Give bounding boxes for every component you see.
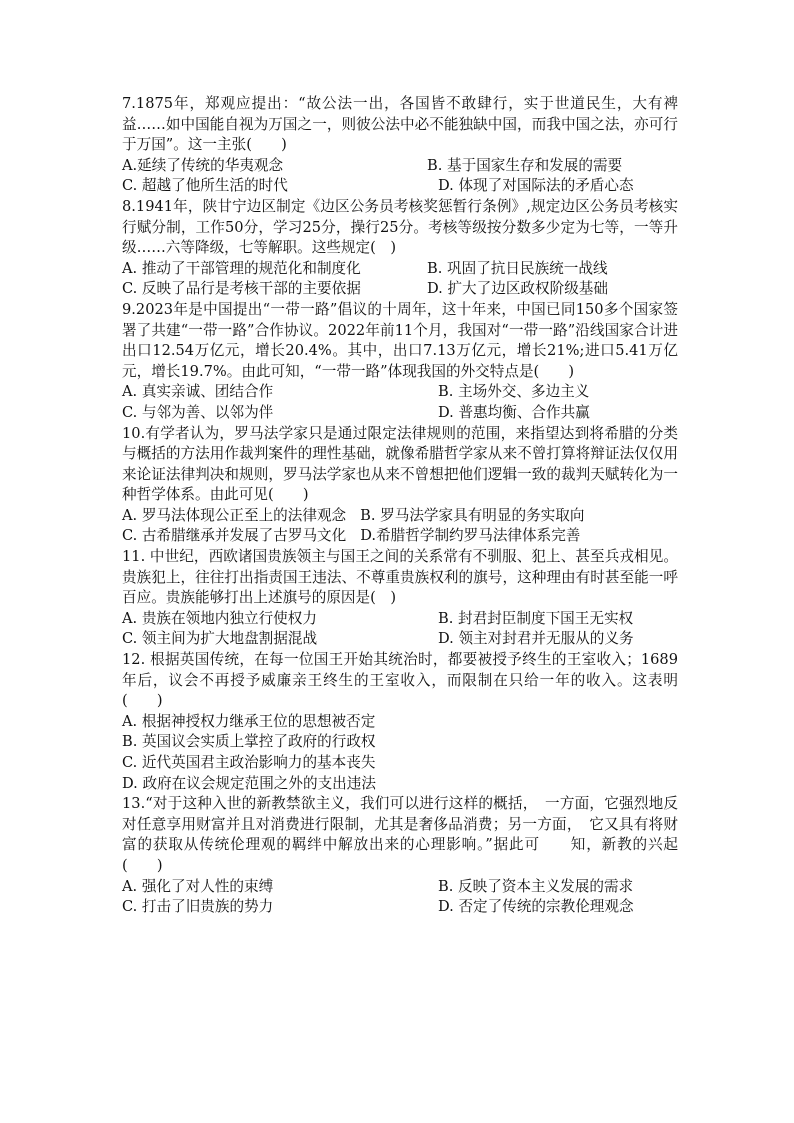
option-row: [122, 403, 678, 424]
option-a[interactable]: A. 贵族在领地内独立行使权力: [122, 609, 317, 627]
option-d[interactable]: D. 领主对封君并无服从的义务: [438, 630, 634, 648]
option-b[interactable]: B. 基于国家生存和发展的需要: [427, 156, 623, 174]
option-row: [122, 506, 678, 527]
option-c[interactable]: C. 打击了旧贵族的势力: [122, 898, 274, 916]
question-stem: 11. 中世纪，西欧诸国贵族领主与国王之间的关系常有不驯服、犯上、甚至兵戎相见。贵族犯上，往往打出指责国王违法、不尊重贵族权利的旗号，这种理由有时甚至能一呼百应。贵族能够打出上述旗号的原因是( ): [122, 548, 678, 607]
question-stem: 12. 根据英国传统，在每一位国王开始其统治时，都要被授予终生的王室收入；1689年后，议会不再授予威廉亲王终生的王室收入，而限制在只给一年的收入。这表明( ): [122, 651, 678, 710]
option-b[interactable]: B. 罗马法学家具有明显的务实取向: [360, 506, 585, 524]
option-a[interactable]: A. 推动了干部管理的规范化和制度化: [122, 259, 361, 277]
option-b[interactable]: B. 反映了资本主义发展的需求: [438, 877, 634, 895]
question-8: [122, 197, 678, 300]
question-7: [122, 94, 678, 197]
question-stem: 7.1875年，郑观应提出：“故公法一出，各国皆不敢肆行，实于世道民生，大有裨益……如中国能自视为万国之一，则彼公法中必不能独缺中国，而我中国之法，亦可行于万国”。这一主张( ): [122, 95, 678, 154]
option-d[interactable]: D.希腊哲学制约罗马法律体系完善: [360, 527, 581, 545]
option-b[interactable]: B. 封君封臣制度下国王无实权: [438, 609, 634, 627]
option-c[interactable]: C. 超越了他所生活的时代: [122, 177, 288, 195]
option-a[interactable]: A. 根据神授权力继承王位的思想被否定: [122, 712, 376, 730]
option-b[interactable]: B. 主场外交、多边主义: [438, 383, 590, 401]
option-row: [122, 609, 678, 630]
option-row: [122, 526, 678, 547]
option-row: [122, 382, 678, 403]
question-9: [122, 300, 678, 424]
option-c[interactable]: C. 古希腊继承并发展了古罗马文化: [122, 527, 347, 545]
option-d[interactable]: D. 普惠均衡、合作共赢: [438, 403, 590, 421]
option-c[interactable]: C. 与邻为善、以邻为伴: [122, 403, 274, 421]
question-12: [122, 650, 678, 794]
question-stem: 8.1941年，陕甘宁边区制定《边区公务员考核奖惩暂行条例》,规定边区公务员考核实行赋分制，工作50分，学习25分，操行25分。考核等级按分数多少定为七等，一等升级……六等降级，七等解职。这些规定( ): [122, 197, 678, 257]
question-stem: 13.“对于这种入世的新教禁欲主义，我们可以进行这样的概括， 一方面，它强烈地反对任意享用财富并且对消费进行限制，尤其是奢侈品消费；另一方面， 它又具有将财富的获取从传统伦理观的羁绊中解放出来的心理影响。”据此可 知，新教的兴起( ): [122, 795, 678, 874]
question-11: [122, 547, 678, 650]
question-stem: 10.有学者认为，罗马法学家只是通过限定法律规则的范围，来指望达到将希腊的分类与概括的方法用作裁判案件的理性基础，就像希腊哲学家从来不曾打算将辩证法仅仅用来论证法律判决和规则，罗马法学家也从来不曾想把他们逻辑一致的裁判天赋转化为一种哲学体系。由此可见( ): [122, 424, 678, 504]
option-row: [122, 877, 678, 898]
option-d[interactable]: D. 政府在议会规定范围之外的支出违法: [122, 774, 376, 792]
option-b[interactable]: B. 英国议会实质上掌控了政府的行政权: [122, 733, 376, 751]
question-list: [122, 94, 678, 918]
option-row: [122, 176, 678, 197]
option-a[interactable]: A. 罗马法体现公正至上的法律观念: [122, 506, 347, 524]
option-d[interactable]: D. 扩大了边区政权阶级基础: [427, 280, 608, 298]
option-a[interactable]: A. 强化了对人性的束缚: [122, 877, 274, 895]
option-row: [122, 629, 678, 650]
option-c[interactable]: C. 领主间为扩大地盘割据混战: [122, 630, 318, 648]
option-c[interactable]: C. 近代英国君主政治影响力的基本丧失: [122, 754, 376, 771]
option-c[interactable]: C. 反映了品行是考核干部的主要依据: [122, 280, 361, 298]
question-stem: 9.2023年是中国提出“一带一路”倡议的十周年，这十年来，中国已同150多个国家签署了共建“一带一路”合作协议。2022年前11个月，我国对“一带一路”沿线国家合计进出口12.54万亿元，增长20.4%。其中，出口7.13万亿元，增长21%;进口5.41万亿元，增长19.7%。由此可知，“一带一路”体现我国的外交特点是( ): [122, 300, 678, 380]
question-13: [122, 794, 678, 918]
option-row: [122, 897, 678, 918]
option-b[interactable]: B. 巩固了抗日民族统一战线: [427, 259, 608, 277]
option-row: [122, 279, 678, 300]
option-d[interactable]: D. 否定了传统的宗教伦理观念: [438, 898, 634, 916]
option-a[interactable]: A.延续了传统的华夷观念: [122, 156, 284, 174]
option-row: [122, 259, 678, 280]
option-row: [122, 156, 678, 177]
option-d[interactable]: D. 体现了对国际法的矛盾心态: [438, 177, 634, 195]
question-10: [122, 424, 678, 548]
option-a[interactable]: A. 真实亲诚、团结合作: [122, 383, 274, 401]
